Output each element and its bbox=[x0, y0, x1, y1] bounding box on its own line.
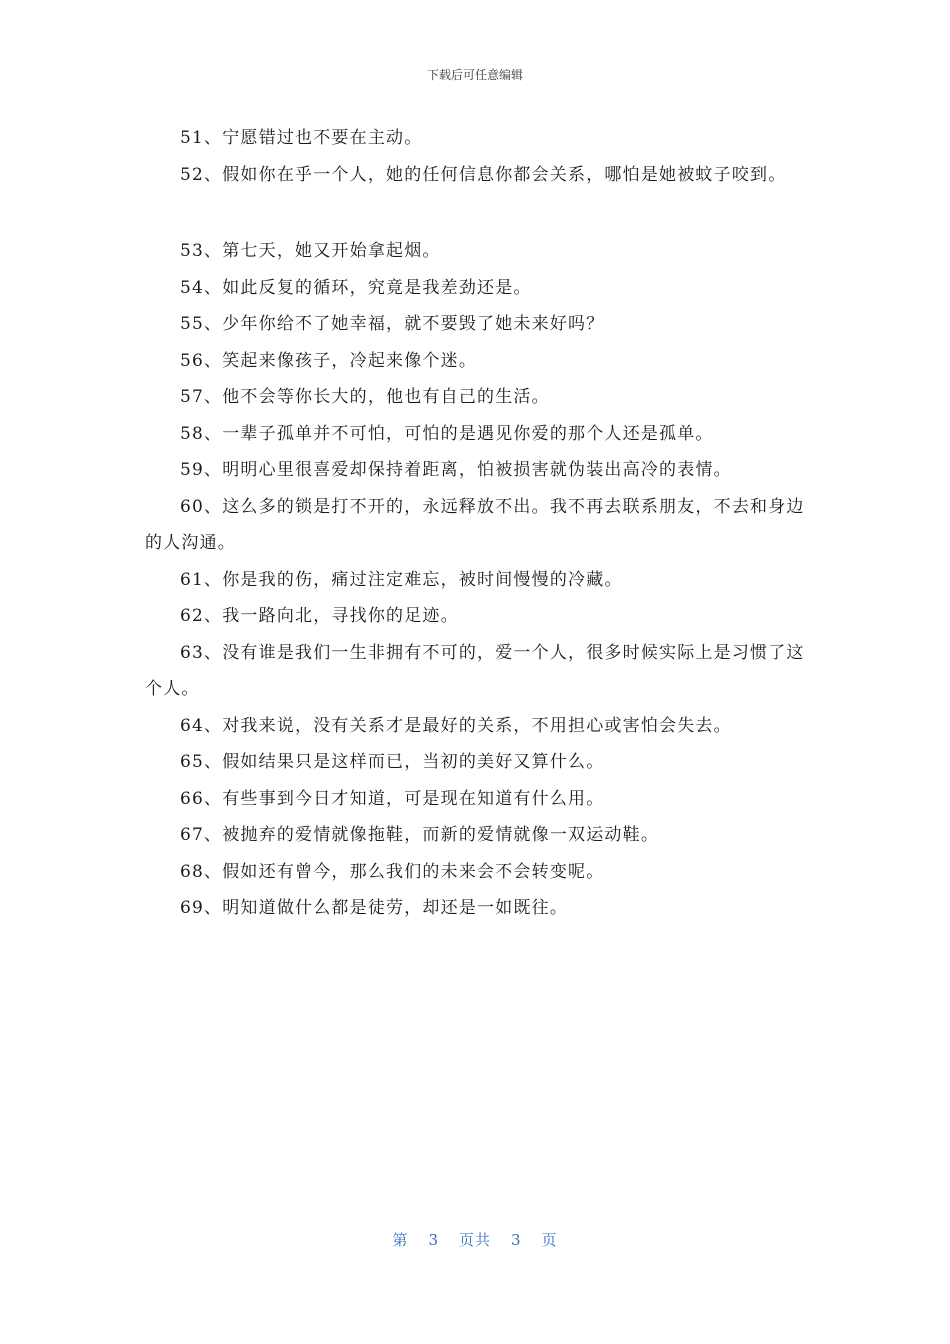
paragraph-58: 58、一辈子孤单并不可怕，可怕的是遇见你爱的那个人还是孤单。 bbox=[180, 423, 714, 444]
paragraph-52: 52、假如你在乎一个人，她的任何信息你都会关系，哪怕是她被蚊子咬到。 bbox=[180, 164, 787, 185]
paragraph-66: 66、有些事到今日才知道，可是现在知道有什么用。 bbox=[180, 788, 605, 809]
footer-label-ye-gong: 页共 bbox=[458, 1231, 491, 1249]
paragraph-67: 67、被抛弃的爱情就像拖鞋，而新的爱情就像一双运动鞋。 bbox=[180, 825, 660, 845]
paragraph-64: 64、对我来说，没有关系才是最好的关系，不用担心或害怕会失去。 bbox=[180, 715, 732, 736]
paragraph-69: 69、明知道做什么都是徒劳，却还是一如既往。 bbox=[180, 898, 569, 918]
paragraph-55: 55、少年你给不了她幸福，就不要毁了她未来好吗？ bbox=[180, 314, 605, 334]
footer-label-di: 第 bbox=[392, 1231, 409, 1249]
paragraph-59: 59、明明心里很喜爱却保持着距离，怕被损害就伪装出高冷的表情。 bbox=[180, 460, 732, 480]
paragraph-56: 56、笑起来像孩子，冷起来像个迷。 bbox=[180, 350, 478, 371]
paragraph-53: 53、第七天，她又开始拿起烟。 bbox=[180, 241, 441, 261]
document-body bbox=[145, 120, 805, 927]
footer-page-number: 3 bbox=[428, 1231, 439, 1249]
paragraph-65: 65、假如结果只是这样而已，当初的美好又算什么。 bbox=[180, 752, 605, 772]
paragraph-54: 54、如此反复的循环，究竟是我差劲还是。 bbox=[180, 277, 532, 298]
paragraph-57: 57、他不会等你长大的，他也有自己的生活。 bbox=[180, 387, 550, 407]
paragraph-51: 51、宁愿错过也不要在主动。 bbox=[180, 128, 423, 148]
paragraph-63: 63、没有谁是我们一生非拥有不可的，爱一个人，很多时候实际上是习惯了这个人。 bbox=[145, 642, 805, 699]
page-footer bbox=[0, 1229, 950, 1250]
footer-label-ye: 页 bbox=[541, 1231, 558, 1249]
paragraph-61: 61、你是我的伤，痛过注定难忘，被时间慢慢的冷藏。 bbox=[180, 569, 623, 590]
blank-line bbox=[145, 193, 805, 233]
paragraph-68: 68、假如还有曾今，那么我们的未来会不会转变呢。 bbox=[180, 861, 605, 882]
paragraph-60: 60、这么多的锁是打不开的，永远释放不出。我不再去联系朋友，不去和身边的人沟通。 bbox=[145, 496, 805, 553]
page-header: 下载后可任意编辑 bbox=[426, 68, 523, 82]
footer-total-pages: 3 bbox=[511, 1231, 522, 1249]
paragraph-62: 62、我一路向北，寻找你的足迹。 bbox=[180, 606, 459, 626]
